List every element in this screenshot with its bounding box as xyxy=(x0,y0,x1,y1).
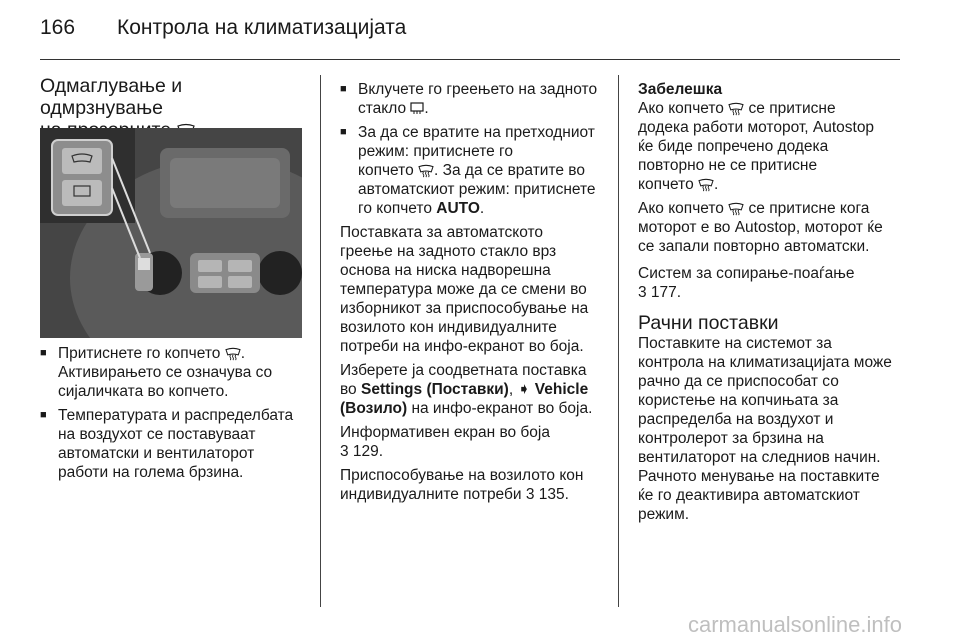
paragraph: Поставките на системот за контрола на климатизацијата може рачно да се приспособат со користење на копчињата за распределба на воздухот и контролерот за брзина на вентилаторот на следниов начин. Рачното менување на поставките ќе го деактивира автоматскиот режим. xyxy=(638,335,892,523)
windshield-defrost-icon xyxy=(728,202,744,216)
paragraph: Изберете ја соодветната поставка во Settings (Поставки), ➧ Vehicle (Возило) на инфо-екранот во боја. xyxy=(340,362,593,417)
list-item: ■ Вклучете го греењето на задното стакло . xyxy=(340,80,612,118)
header-rule xyxy=(40,59,900,60)
paragraph: Приспособување на возилото кон индивидуалните потреби 3 135. xyxy=(340,467,584,503)
windshield-defrost-icon xyxy=(698,178,714,192)
page-reference[interactable]: 3 177. xyxy=(638,284,682,301)
paragraph: Систем за сопирање-поаѓање 3 177. xyxy=(638,265,855,301)
column-3 xyxy=(638,80,910,529)
list-item: ■ Температурата и распределбата на воздухот се поставуваат автоматски и вентилаторот работи на голема брзина. xyxy=(40,406,310,482)
climate-panel-photo xyxy=(40,128,302,338)
note: Забелешка Ако копчето се притисне додека работи моторот, Autostop ќе биде попречено додека повторно не се притисне копчето . xyxy=(638,81,875,193)
section-heading-defrost: Одмаглување и одмрзнување xyxy=(40,75,308,141)
page-reference[interactable]: 3 129. xyxy=(340,443,384,460)
list-item: ■ Притиснете го копчето . Активирањето се означува со сијаличката во копчето. xyxy=(40,344,310,401)
rear-window-heat-icon xyxy=(410,102,424,115)
note-paragraph: Ако копчето се притисне кога моторот е во Autostop, моторот ќе се запали повторно автоматски. xyxy=(638,200,883,255)
paragraph: Поставката за автоматското греење на задното стакло врз основа на ниска надворешна температура може да се смени во изборникот за приспособување на возилото кон индивидуалните потреби на инфо-екранот во боја. xyxy=(340,224,589,355)
watermark: carmanualsonline.info xyxy=(687,612,902,637)
page-title: Контрола на климатизацијата xyxy=(117,16,407,39)
list-item: ■ За да се вратите на претходниот режим: притиснете го копчето . За да се вратите во автоматскиот режим: притиснете го копчето AUTO. xyxy=(340,123,612,218)
column-divider-2 xyxy=(618,75,619,607)
page-number: 166 xyxy=(40,16,76,39)
arrow-icon: ➧ xyxy=(517,381,531,398)
column-2 xyxy=(340,80,612,509)
note-title: Забелешка xyxy=(638,81,723,98)
windshield-defrost-icon xyxy=(225,347,241,361)
column-1-bullets xyxy=(40,344,310,487)
windshield-defrost-icon xyxy=(418,164,434,178)
paragraph: Информативен екран во боја 3 129. xyxy=(340,424,550,460)
section-heading-manual: Рачни поставки xyxy=(638,312,779,334)
page-reference[interactable]: 3 135. xyxy=(525,486,569,503)
windshield-defrost-icon xyxy=(728,102,744,116)
column-divider-1 xyxy=(320,75,321,607)
